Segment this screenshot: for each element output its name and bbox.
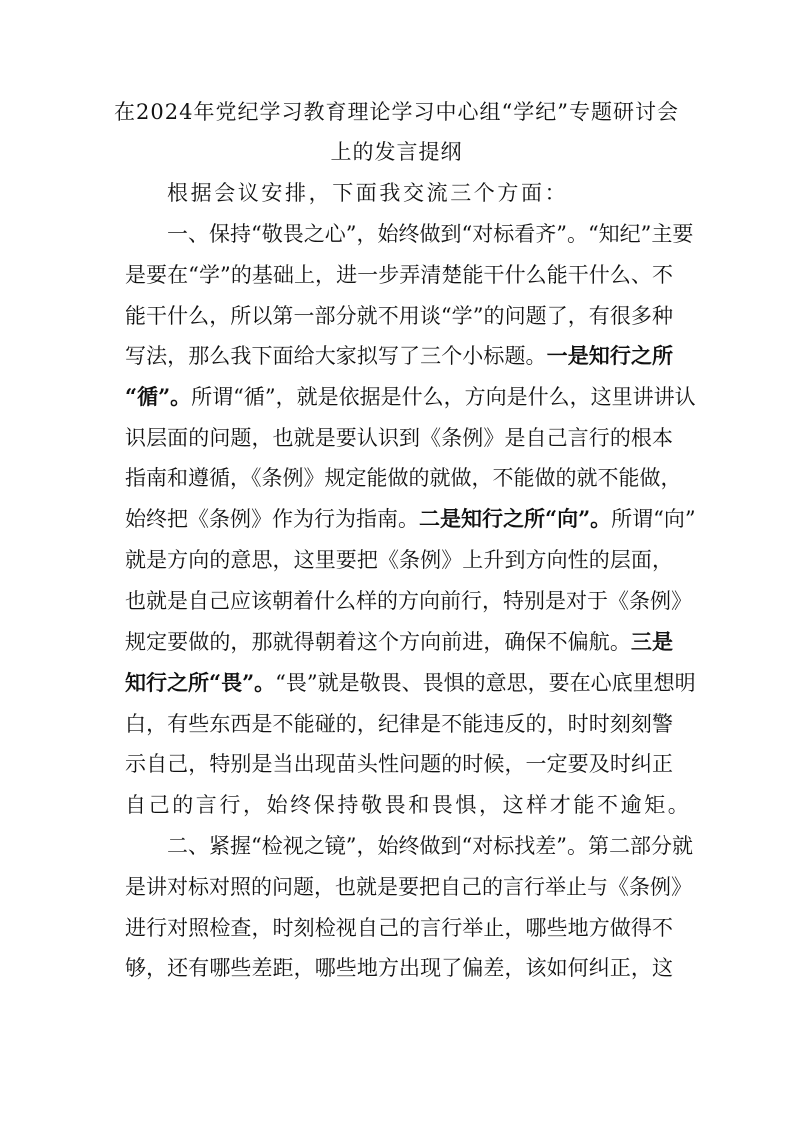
body-text: 能干什么，所以第一部分就不用谈“学”的问题了，有很多种 bbox=[125, 304, 673, 328]
body-text: 够，还有哪些差距，哪些地方出现了偏差，该如何纠正，这 bbox=[125, 956, 673, 980]
body-text: 就是方向的意思，这里要把《条例》上升到方向性的层面， bbox=[125, 548, 673, 572]
bold-heading-text: 一是知行之所 bbox=[546, 343, 674, 368]
body-text: 所谓“向” bbox=[611, 507, 696, 531]
body-text: 规定要做的，那就得朝着这个方向前进，确保不偏航。 bbox=[125, 630, 631, 654]
body-text: 一、保持“敬畏之心”，始终做到“对标看齐”。“知纪”主要 bbox=[167, 222, 694, 246]
body-line bbox=[125, 912, 673, 942]
body-line bbox=[125, 667, 696, 697]
body-text: 是讲对标对照的问题，也就是要把自己的言行举止与《条例》 bbox=[125, 875, 692, 899]
body-text: 自己的言行，始终保持敬畏和畏惧，这样才能不逾矩。 bbox=[125, 793, 692, 817]
body-line bbox=[167, 177, 673, 207]
body-line bbox=[125, 544, 673, 574]
body-line bbox=[125, 422, 673, 452]
body-text: 始终把《条例》作为行为指南。 bbox=[125, 507, 419, 531]
body-text: 白，有些东西是不能碰的，纪律是不能违反的，时时刻刻警 bbox=[125, 712, 673, 736]
body-line bbox=[125, 585, 692, 615]
body-line bbox=[125, 259, 673, 289]
body-line bbox=[167, 830, 693, 860]
body-line bbox=[125, 462, 682, 492]
body-line bbox=[125, 952, 673, 982]
bold-heading-text: “循”。 bbox=[125, 384, 192, 409]
body-text: “畏”就是敬畏、畏惧的意思，要在心底里想明 bbox=[275, 671, 696, 695]
body-text: 进行对照检查，时刻检视自己的言行举止，哪些地方做得不 bbox=[125, 916, 673, 940]
bold-heading-text: 三是 bbox=[630, 629, 674, 654]
body-text: 识层面的问题，也就是要认识到《条例》是自己言行的根本 bbox=[125, 426, 673, 450]
body-line bbox=[125, 789, 692, 819]
body-text: 是要在“学”的基础上，进一步弄清楚能干什么能干什么、不 bbox=[125, 263, 673, 287]
body-line bbox=[125, 300, 673, 330]
body-line bbox=[125, 626, 673, 656]
body-text: 也就是自己应该朝着什么样的方向前行，特别是对于《条例》 bbox=[125, 589, 692, 613]
body-text: 二、紧握“检视之镜”，始终做到“对标找差”。第二部分就 bbox=[167, 834, 693, 858]
body-text: 根据会议安排，下面我交流三个方面： bbox=[167, 181, 569, 205]
body-line bbox=[125, 871, 692, 901]
body-line bbox=[125, 748, 673, 778]
bold-heading-text: 知行之所“畏”。 bbox=[125, 670, 276, 695]
body-line bbox=[125, 340, 673, 370]
body-line bbox=[125, 503, 696, 533]
body-text: 写法，那么我下面给大家拟写了三个小标题。 bbox=[125, 344, 547, 368]
title-line-2: 上的发言提纲 bbox=[330, 140, 463, 164]
body-line bbox=[125, 708, 673, 738]
body-line bbox=[125, 381, 696, 411]
body-text: 所谓“循”，就是依据是什么，方向是什么，这里讲讲认 bbox=[191, 385, 696, 409]
title-line-1: 在2024年党纪学习教育理论学习中心组“学纪”专题研讨会 bbox=[114, 100, 679, 124]
bold-heading-text: 二是知行之所“向”。 bbox=[419, 506, 612, 531]
body-line bbox=[167, 218, 694, 248]
body-text: 指南和遵循，《条例》规定能做的就做，不能做的就不能做， bbox=[125, 466, 682, 490]
body-text: 示自己，特别是当出现苗头性问题的时候，一定要及时纠正 bbox=[125, 752, 673, 776]
